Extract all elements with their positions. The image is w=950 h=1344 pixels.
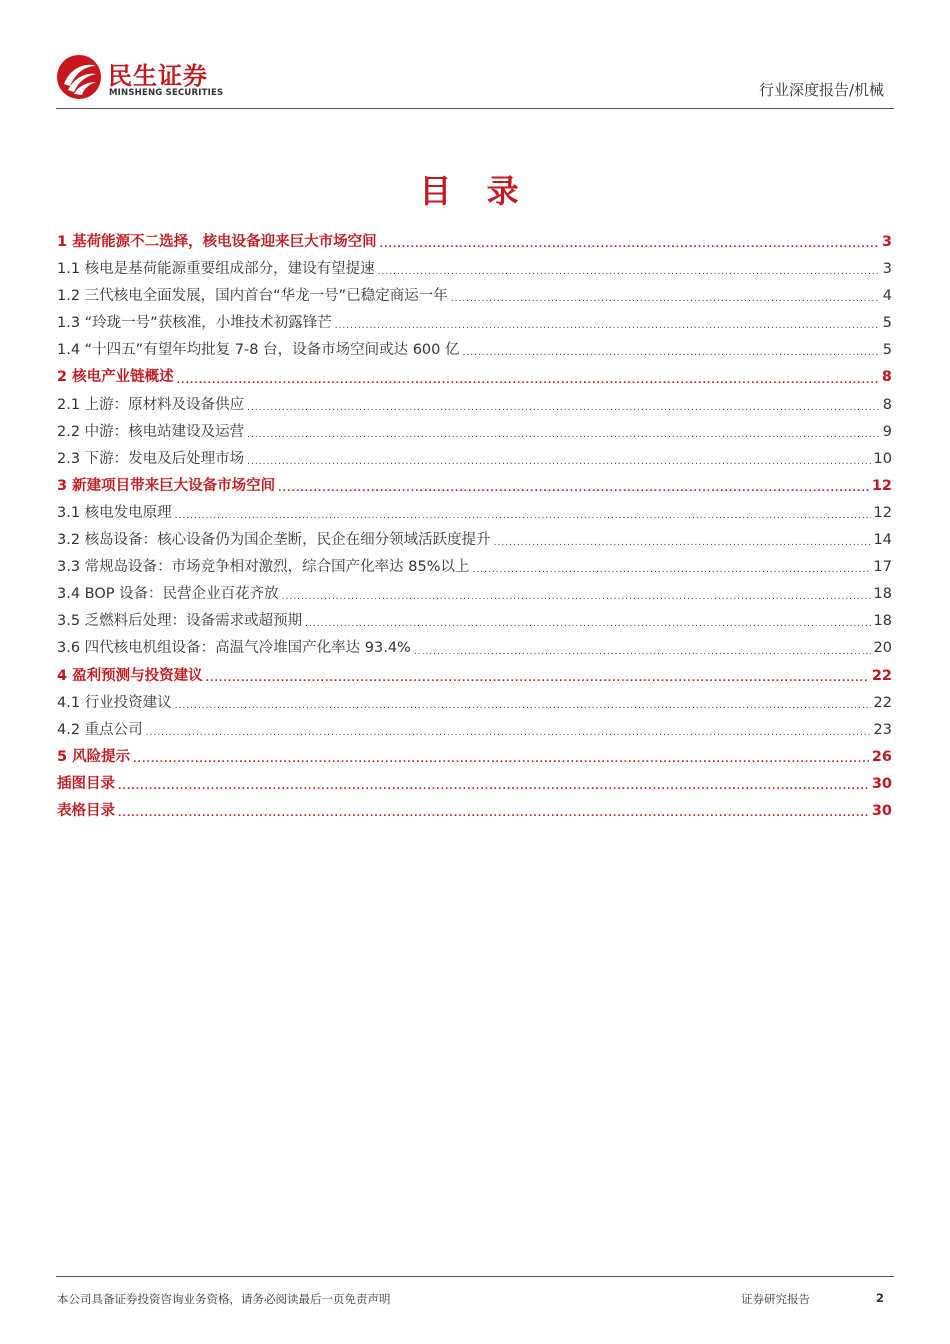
toc-dot-leader <box>473 559 871 581</box>
toc-entry-chapter[interactable] <box>57 473 892 500</box>
toc-entry-page: 12 <box>873 504 892 521</box>
toc-entry-label: 3.4 BOP 设备：民营企业百花齐放 <box>57 586 279 603</box>
footer-disclaimer: 本公司具备证券投资咨询业务资格，请务必阅读最后一页免责声明 <box>57 1292 391 1306</box>
toc-entry-page: 20 <box>873 640 892 657</box>
toc-entry-label: 1 基荷能源不二选择，核电设备迎来巨大市场空间 <box>57 234 377 250</box>
toc-dot-leader <box>247 424 880 446</box>
toc-entry-section[interactable] <box>57 500 892 527</box>
toc-entry-page: 30 <box>871 802 892 819</box>
toc-entry-label: 1.2 三代核电全面发展，国内首台“华龙一号”已稳定商运一年 <box>57 288 448 305</box>
toc-dot-leader <box>335 315 880 337</box>
toc-entry-page: 22 <box>873 694 892 711</box>
toc-entry-page: 18 <box>873 586 892 603</box>
toc-dot-leader <box>175 505 871 527</box>
toc-entry-page: 5 <box>882 342 892 359</box>
toc-entry-page: 17 <box>873 559 892 576</box>
footer-report-type: 证券研究报告 <box>741 1292 810 1306</box>
toc-entry-page: 12 <box>871 477 892 494</box>
toc-entry-page: 14 <box>873 532 892 549</box>
toc-entry-label: 3.2 核岛设备：核心设备仍为国企垄断，民企在细分领域活跃度提升 <box>57 532 491 549</box>
toc-entry-label: 3 新建项目带来巨大设备市场空间 <box>57 477 276 494</box>
toc-entry-chapter[interactable] <box>57 771 892 798</box>
toc-entry-label: 5 风险提示 <box>57 748 131 765</box>
toc-entry-label: 2.3 下游：发电及后处理市场 <box>57 450 245 467</box>
toc-entry-section[interactable] <box>57 310 892 337</box>
toc-entry-label: 3.6 四代核电机组设备：高温气冷堆国产化率达 93.4% <box>57 640 411 657</box>
footer-page-number: 2 <box>876 1291 885 1305</box>
logo-chinese-name: 民生证券 <box>108 62 208 90</box>
toc-entry-label: 4.1 行业投资建议 <box>57 694 172 711</box>
toc-dot-leader <box>175 695 871 717</box>
toc-entry-label: 1.1 核电是基荷能源重要组成部分，建设有望提速 <box>57 261 375 278</box>
header-divider <box>56 108 894 109</box>
toc-entry-label: 表格目录 <box>57 802 115 819</box>
toc-dot-leader <box>380 234 879 256</box>
toc-entry-page: 30 <box>871 775 892 792</box>
toc-entry-label: 插图目录 <box>57 775 115 792</box>
toc-entry-page: 10 <box>873 450 892 467</box>
toc-entry-section[interactable] <box>57 581 892 608</box>
toc-entry-chapter[interactable] <box>57 364 892 391</box>
page-header <box>56 50 894 108</box>
toc-title: 目 录 <box>419 172 531 210</box>
toc-dot-leader <box>177 370 879 392</box>
toc-entry-section[interactable] <box>57 608 892 635</box>
toc-entry-section[interactable] <box>57 554 892 581</box>
toc-dot-leader <box>378 261 880 283</box>
toc-entry-section[interactable] <box>57 527 892 554</box>
toc-entry-label: 1.4 “十四五”有望年均批复 7-8 台，设备市场空间或达 600 亿 <box>57 342 460 359</box>
toc-entry-chapter[interactable] <box>57 229 892 256</box>
toc-entry-section[interactable] <box>57 635 892 662</box>
toc-entry-section[interactable] <box>57 283 892 310</box>
toc-entry-label: 2 核电产业链概述 <box>57 369 174 386</box>
toc-dot-leader <box>206 668 869 690</box>
toc-entry-label: 2.2 中游：核电站建设及运营 <box>57 423 245 440</box>
toc-entry-page: 3 <box>881 234 892 250</box>
toc-entry-label: 3.5 乏燃料后处理：设备需求或超预期 <box>57 613 303 630</box>
toc-dot-leader <box>146 722 871 744</box>
toc-entry-page: 9 <box>882 423 892 440</box>
toc-dot-leader <box>451 288 880 310</box>
toc-dot-leader <box>414 641 871 663</box>
table-of-contents <box>57 229 892 825</box>
toc-entry-label: 4.2 重点公司 <box>57 721 143 738</box>
toc-dot-leader <box>463 342 880 364</box>
toc-dot-leader <box>278 478 869 500</box>
toc-dot-leader <box>247 451 870 473</box>
toc-dot-leader <box>118 776 869 798</box>
footer-divider <box>56 1276 894 1277</box>
toc-entry-section[interactable] <box>57 256 892 283</box>
toc-dot-leader <box>133 749 869 771</box>
toc-dot-leader <box>282 586 871 608</box>
logo-english-name: MINSHENG SECURITIES <box>109 88 224 98</box>
toc-entry-section[interactable] <box>57 392 892 419</box>
toc-entry-label: 3.1 核电发电原理 <box>57 504 172 521</box>
toc-entry-label: 3.3 常规岛设备：市场竞争相对激烈，综合国产化率达 85%以上 <box>57 559 470 576</box>
toc-entry-label: 4 盈利预测与投资建议 <box>57 667 203 684</box>
minsheng-logo-icon <box>56 54 102 100</box>
toc-entry-chapter[interactable] <box>57 798 892 825</box>
toc-entry-page: 5 <box>882 315 892 332</box>
toc-entry-page: 22 <box>871 667 892 684</box>
toc-entry-page: 4 <box>882 288 892 305</box>
report-category: 行业深度报告/机械 <box>758 81 884 99</box>
toc-entry-section[interactable] <box>57 717 892 744</box>
toc-entry-page: 23 <box>873 721 892 738</box>
toc-entry-page: 8 <box>881 369 892 386</box>
toc-entry-page: 8 <box>882 396 892 413</box>
toc-dot-leader <box>494 532 871 554</box>
toc-entry-page: 18 <box>873 613 892 630</box>
toc-dot-leader <box>247 397 880 419</box>
minsheng-logo <box>56 54 246 104</box>
toc-entry-section[interactable] <box>57 337 892 364</box>
toc-entry-chapter[interactable] <box>57 744 892 771</box>
toc-entry-section[interactable] <box>57 446 892 473</box>
toc-entry-label: 1.3 “玲珑一号”获核准，小堆技术初露锋芒 <box>57 315 332 332</box>
toc-entry-page: 3 <box>882 261 892 278</box>
toc-entry-label: 2.1 上游：原材料及设备供应 <box>57 396 245 413</box>
toc-entry-section[interactable] <box>57 419 892 446</box>
toc-dot-leader <box>118 803 869 825</box>
toc-entry-section[interactable] <box>57 690 892 717</box>
toc-entry-chapter[interactable] <box>57 663 892 690</box>
toc-dot-leader <box>305 613 870 635</box>
toc-entry-page: 26 <box>871 748 892 765</box>
